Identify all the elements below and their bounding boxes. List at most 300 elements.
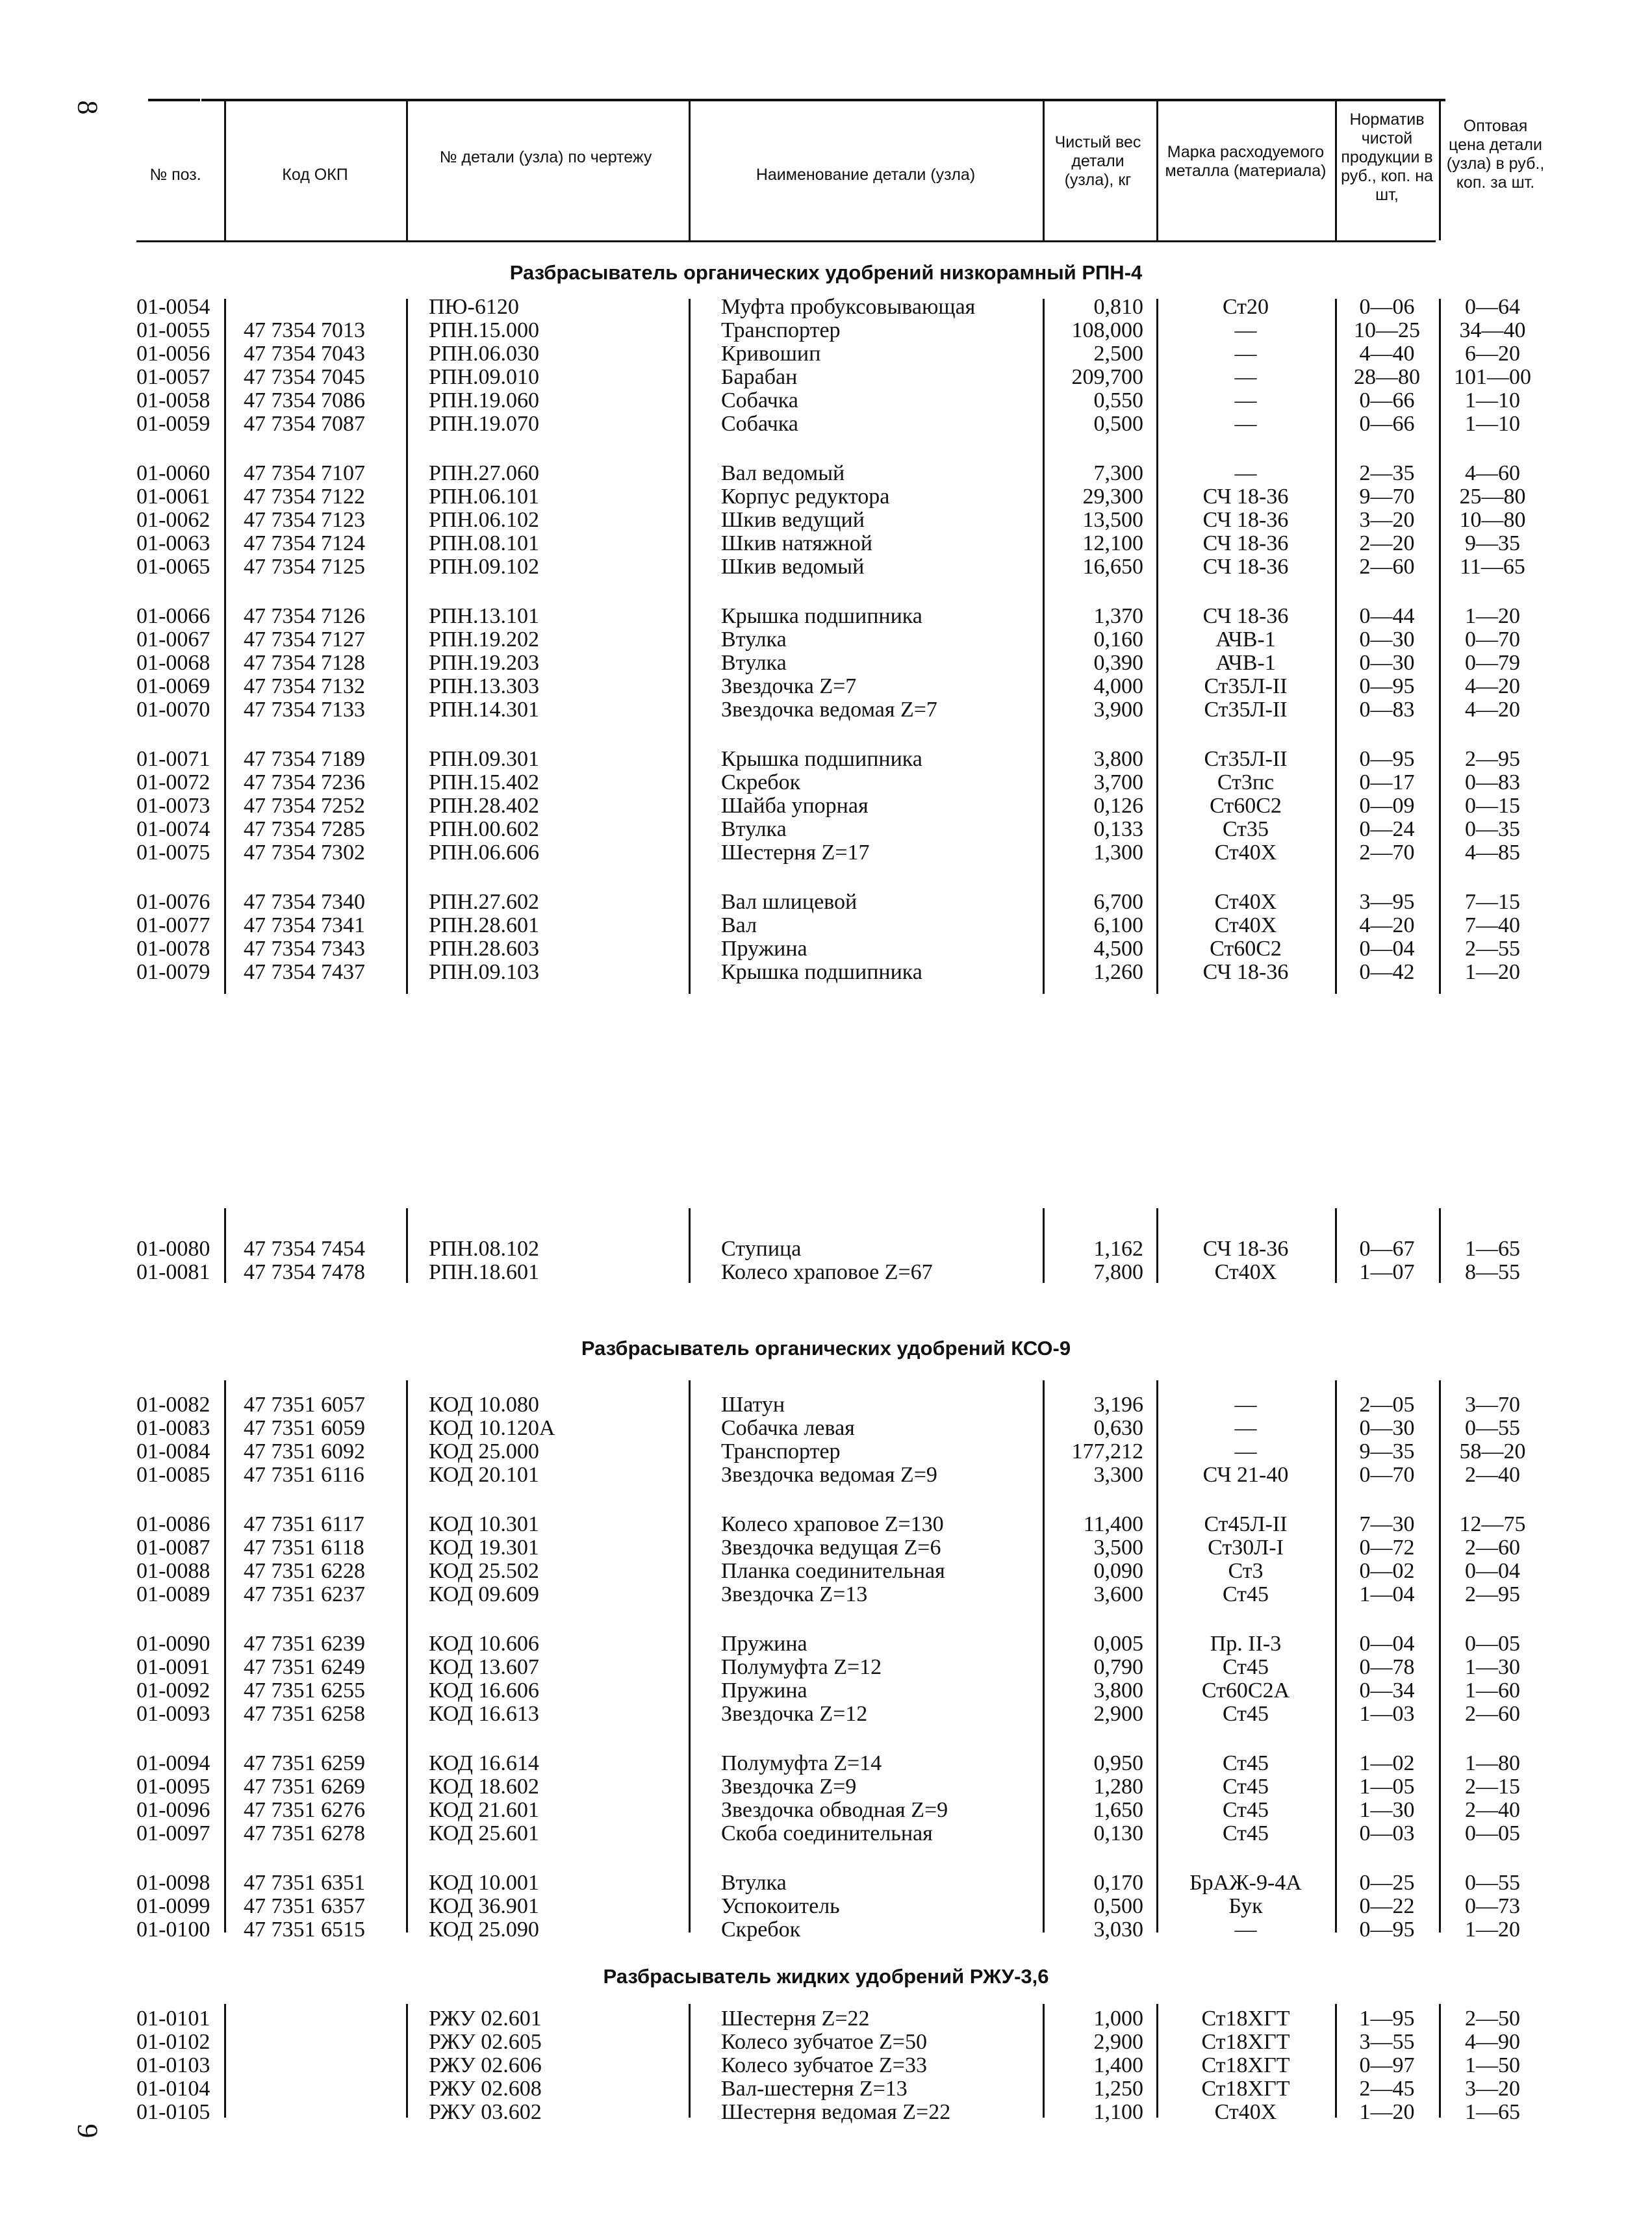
row-detail-number: РПН.28.402 (429, 794, 540, 818)
row-wholesale-price: 1—50 (1465, 2053, 1520, 2077)
row-norm: 3—95 (1359, 890, 1415, 914)
row-material: — (1234, 1393, 1257, 1417)
row-wholesale-price: 10—80 (1459, 508, 1526, 532)
row-material: Ст45 (1222, 1821, 1269, 1845)
row-net-weight: 1,650 (1093, 1798, 1143, 1822)
row-net-weight: 6,700 (1093, 890, 1143, 914)
row-okp-code: 47 7351 6237 (244, 1582, 365, 1606)
row-material: Ст20 (1222, 295, 1269, 319)
row-wholesale-price: 11—65 (1460, 555, 1525, 579)
table-row (0, 2077, 1652, 2101)
header-divider (1335, 101, 1337, 240)
row-wholesale-price: 2—95 (1465, 747, 1520, 771)
row-detail-number: КОД 25.090 (429, 1918, 539, 1942)
row-detail-number: КОД 10.301 (429, 1512, 539, 1536)
row-position: 01-0081 (136, 1260, 210, 1284)
row-okp-code: 47 7351 6269 (244, 1775, 365, 1799)
row-material: — (1234, 1439, 1257, 1463)
row-material: Ст45 (1222, 1798, 1269, 1822)
row-material: Ст60С2А (1201, 1679, 1290, 1703)
row-wholesale-price: 1—10 (1465, 388, 1520, 412)
row-position: 01-0065 (136, 555, 210, 579)
table-row (0, 389, 1652, 412)
row-norm: 0—34 (1359, 1679, 1415, 1703)
table-row (0, 1822, 1652, 1845)
table-row (0, 1463, 1652, 1487)
row-wholesale-price: 34—40 (1459, 318, 1526, 342)
row-detail-name: Пружина (721, 1632, 807, 1656)
header-divider (1439, 101, 1441, 240)
row-norm: 0—04 (1359, 1632, 1415, 1656)
row-wholesale-price: 2—55 (1465, 937, 1520, 961)
row-position: 01-0085 (136, 1463, 210, 1487)
row-detail-number: КОД 10.120А (429, 1416, 555, 1440)
row-detail-name: Собачка (721, 412, 798, 436)
row-net-weight: 0,133 (1093, 817, 1143, 841)
top-rule-short (148, 99, 200, 101)
row-norm: 0—02 (1359, 1559, 1415, 1583)
row-wholesale-price: 6—20 (1465, 342, 1520, 366)
row-position: 01-0068 (136, 651, 210, 675)
table-row (0, 296, 1652, 319)
table-row (0, 462, 1652, 485)
row-material: Ст18ХГТ (1201, 2077, 1290, 2101)
row-detail-number: РПН.19.203 (429, 651, 540, 675)
table-row (0, 532, 1652, 555)
row-position: 01-0086 (136, 1512, 210, 1536)
row-net-weight: 1,100 (1093, 2100, 1143, 2124)
row-wholesale-price: 7—15 (1465, 890, 1520, 914)
row-detail-name: Вал ведомый (721, 461, 845, 485)
row-norm: 0—66 (1359, 388, 1415, 412)
row-norm: 0—83 (1359, 698, 1415, 722)
table-row (0, 1632, 1652, 1656)
row-okp-code: 47 7351 6255 (244, 1679, 365, 1703)
row-net-weight: 2,900 (1093, 2030, 1143, 2054)
header-divider (224, 101, 226, 240)
row-position: 01-0054 (136, 295, 210, 319)
row-wholesale-price: 2—60 (1465, 1702, 1520, 1726)
row-material: СЧ 18-36 (1202, 1237, 1289, 1261)
row-detail-name: Вал шлицевой (721, 890, 858, 914)
row-detail-name: Планка соединительная (721, 1559, 945, 1583)
row-norm: 0—97 (1359, 2053, 1415, 2077)
table-row (0, 605, 1652, 628)
table-row (0, 748, 1652, 771)
row-position: 01-0069 (136, 674, 210, 698)
row-norm: 0—24 (1359, 817, 1415, 841)
row-net-weight: 0,130 (1093, 1821, 1143, 1845)
row-detail-number: РПН.19.202 (429, 627, 540, 652)
row-norm: 0—78 (1359, 1655, 1415, 1679)
table-row (0, 412, 1652, 436)
row-detail-name: Колесо зубчатое Z=50 (721, 2030, 927, 2054)
row-net-weight: 2,900 (1093, 1702, 1143, 1726)
row-material: Ст40Х (1214, 841, 1277, 865)
table-row (0, 1393, 1652, 1417)
page-number-top: 8 (71, 100, 104, 115)
row-wholesale-price: 1—20 (1465, 1918, 1520, 1942)
row-norm: 2—35 (1359, 461, 1415, 485)
row-material: Ст45 (1222, 1775, 1269, 1799)
table-row (0, 891, 1652, 914)
table-row (0, 771, 1652, 794)
row-detail-number: КОД 18.602 (429, 1775, 539, 1799)
row-material: Ст40Х (1214, 1260, 1277, 1284)
row-wholesale-price: 0—55 (1465, 1416, 1520, 1440)
table-row (0, 1703, 1652, 1726)
row-material: Ст3 (1228, 1559, 1264, 1583)
row-norm: 2—60 (1359, 555, 1415, 579)
row-net-weight: 3,800 (1093, 1679, 1143, 1703)
table-row (0, 366, 1652, 389)
row-norm: 0—25 (1359, 1871, 1415, 1895)
row-okp-code: 47 7351 6228 (244, 1559, 365, 1583)
row-wholesale-price: 0—04 (1465, 1559, 1520, 1583)
row-wholesale-price: 2—15 (1465, 1775, 1520, 1799)
table-row (0, 628, 1652, 652)
row-net-weight: 209,700 (1071, 365, 1143, 389)
row-position: 01-0090 (136, 1632, 210, 1656)
header-okp: Код ОКП (282, 166, 348, 184)
row-position: 01-0077 (136, 913, 210, 937)
row-norm: 0—06 (1359, 295, 1415, 319)
row-okp-code: 47 7354 7045 (244, 365, 365, 389)
row-position: 01-0082 (136, 1393, 210, 1417)
row-net-weight: 12,100 (1082, 531, 1143, 555)
row-position: 01-0092 (136, 1679, 210, 1703)
row-net-weight: 0,090 (1093, 1559, 1143, 1583)
row-material: Ст45Л-II (1204, 1512, 1288, 1536)
row-position: 01-0067 (136, 627, 210, 652)
row-position: 01-0104 (136, 2077, 210, 2101)
row-okp-code: 47 7354 7236 (244, 770, 365, 794)
row-net-weight: 3,800 (1093, 747, 1143, 771)
header-price: Оптовая цена детали (узла) в руб., коп. за шт. (1446, 117, 1545, 192)
row-okp-code: 47 7351 6057 (244, 1393, 365, 1417)
table-row (0, 2101, 1652, 2124)
row-position: 01-0083 (136, 1416, 210, 1440)
row-wholesale-price: 4—85 (1465, 841, 1520, 865)
row-norm: 0—42 (1359, 960, 1415, 984)
table-row (0, 1752, 1652, 1775)
row-detail-name: Шестерня Z=17 (721, 841, 870, 865)
row-wholesale-price: 0—70 (1465, 627, 1520, 652)
table-row (0, 794, 1652, 818)
table-row (0, 555, 1652, 579)
row-norm: 0—95 (1359, 674, 1415, 698)
row-net-weight: 13,500 (1082, 508, 1143, 532)
table-row (0, 818, 1652, 841)
row-position: 01-0098 (136, 1871, 210, 1895)
row-okp-code: 47 7354 7086 (244, 388, 365, 412)
row-wholesale-price: 1—65 (1465, 1237, 1520, 1261)
row-net-weight: 4,500 (1093, 937, 1143, 961)
row-detail-number: РПН.15.402 (429, 770, 540, 794)
row-detail-number: РПН.09.102 (429, 555, 540, 579)
section-title: Разбрасыватель органических удобрений КСО-9 (581, 1337, 1071, 1360)
row-norm: 28—80 (1354, 365, 1420, 389)
row-material: БрАЖ-9-4А (1189, 1871, 1302, 1895)
row-wholesale-price: 0—35 (1465, 817, 1520, 841)
row-position: 01-0061 (136, 485, 210, 509)
row-wholesale-price: 1—20 (1465, 604, 1520, 628)
row-wholesale-price: 8—55 (1465, 1260, 1520, 1284)
row-material: СЧ 18-36 (1202, 960, 1289, 984)
row-net-weight: 29,300 (1082, 485, 1143, 509)
header-bottom-rule (136, 240, 1436, 242)
row-position: 01-0062 (136, 508, 210, 532)
row-wholesale-price: 0—05 (1465, 1821, 1520, 1845)
row-material: Пр. II-3 (1210, 1632, 1282, 1656)
table-row (0, 1918, 1652, 1942)
row-norm: 0—70 (1359, 1463, 1415, 1487)
row-okp-code: 47 7351 6118 (244, 1536, 364, 1560)
row-material: СЧ 18-36 (1202, 508, 1289, 532)
row-norm: 2—70 (1359, 841, 1415, 865)
row-detail-name: Вал-шестерня Z=13 (721, 2077, 908, 2101)
row-net-weight: 6,100 (1093, 913, 1143, 937)
row-detail-number: РПН.19.070 (429, 412, 540, 436)
row-position: 01-0063 (136, 531, 210, 555)
row-okp-code: 47 7354 7454 (244, 1237, 365, 1261)
row-net-weight: 3,196 (1093, 1393, 1143, 1417)
row-okp-code: 47 7354 7341 (244, 913, 365, 937)
row-detail-number: КОД 09.609 (429, 1582, 539, 1606)
row-wholesale-price: 0—55 (1465, 1871, 1520, 1895)
row-okp-code: 47 7354 7189 (244, 747, 365, 771)
row-detail-name: Колесо храповое Z=67 (721, 1260, 933, 1284)
table-row (0, 937, 1652, 961)
table-row (0, 1513, 1652, 1536)
row-detail-number: КОД 25.502 (429, 1559, 539, 1583)
row-norm: 7—30 (1359, 1512, 1415, 1536)
row-material: Ст35Л-II (1204, 698, 1288, 722)
row-norm: 0—22 (1359, 1894, 1415, 1918)
row-detail-name: Пружина (721, 937, 807, 961)
row-position: 01-0094 (136, 1751, 210, 1775)
row-okp-code: 47 7354 7478 (244, 1260, 365, 1284)
table-row (0, 1799, 1652, 1822)
row-net-weight: 1,370 (1093, 604, 1143, 628)
row-detail-number: РПН.06.101 (429, 485, 540, 509)
row-okp-code: 47 7354 7302 (244, 841, 365, 865)
row-detail-name: Звездочка ведомая Z=7 (721, 698, 937, 722)
row-detail-number: РПН.00.602 (429, 817, 540, 841)
row-position: 01-0055 (136, 318, 210, 342)
row-material: Ст35Л-II (1204, 674, 1288, 698)
row-detail-name: Муфта пробуксовывающая (721, 295, 976, 319)
row-detail-number: РПН.09.103 (429, 960, 540, 984)
row-detail-number: РЖУ 02.608 (429, 2077, 542, 2101)
row-detail-name: Втулка (721, 651, 787, 675)
row-position: 01-0066 (136, 604, 210, 628)
row-wholesale-price: 1—65 (1465, 2100, 1520, 2124)
row-norm: 9—35 (1359, 1439, 1415, 1463)
row-norm: 1—20 (1359, 2100, 1415, 2124)
row-net-weight: 11,400 (1083, 1512, 1143, 1536)
row-wholesale-price: 3—70 (1465, 1393, 1520, 1417)
row-position: 01-0102 (136, 2030, 210, 2054)
row-wholesale-price: 0—79 (1465, 651, 1520, 675)
row-okp-code: 47 7354 7340 (244, 890, 365, 914)
row-position: 01-0056 (136, 342, 210, 366)
row-detail-number: РПН.28.603 (429, 937, 540, 961)
row-detail-name: Звездочка Z=7 (721, 674, 857, 698)
row-net-weight: 2,500 (1093, 342, 1143, 366)
row-detail-name: Шайба упорная (721, 794, 869, 818)
row-wholesale-price: 0—05 (1465, 1632, 1520, 1656)
row-position: 01-0089 (136, 1582, 210, 1606)
row-material: — (1234, 1416, 1257, 1440)
row-material: Ст30Л-I (1208, 1536, 1284, 1560)
row-material: СЧ 18-36 (1202, 555, 1289, 579)
row-okp-code: 47 7351 6092 (244, 1439, 365, 1463)
row-position: 01-0093 (136, 1702, 210, 1726)
row-position: 01-0060 (136, 461, 210, 485)
row-position: 01-0075 (136, 841, 210, 865)
row-net-weight: 0,950 (1093, 1751, 1143, 1775)
row-wholesale-price: 1—30 (1465, 1655, 1520, 1679)
row-detail-number: КОД 10.080 (429, 1393, 539, 1417)
header-weight: Чистый вес детали (узла), кг (1054, 133, 1141, 189)
row-net-weight: 7,800 (1093, 1260, 1143, 1284)
row-net-weight: 0,390 (1093, 651, 1143, 675)
table-row (0, 1895, 1652, 1918)
row-detail-number: КОД 19.301 (429, 1536, 539, 1560)
row-norm: 0—72 (1359, 1536, 1415, 1560)
header-material: Марка расходуемого металла (материала) (1165, 143, 1327, 180)
row-detail-name: Барабан (721, 365, 798, 389)
row-detail-name: Шатун (721, 1393, 785, 1417)
row-detail-name: Шкив ведомый (721, 555, 865, 579)
row-material: Ст18ХГТ (1201, 2053, 1290, 2077)
row-norm: 0—04 (1359, 937, 1415, 961)
row-detail-number: РПН.27.602 (429, 890, 540, 914)
row-position: 01-0103 (136, 2053, 210, 2077)
row-wholesale-price: 2—95 (1465, 1582, 1520, 1606)
section-title: Разбрасыватель органических удобрений низкорамный РПН-4 (509, 261, 1143, 284)
row-position: 01-0079 (136, 960, 210, 984)
row-wholesale-price: 2—40 (1465, 1463, 1520, 1487)
row-okp-code: 47 7354 7122 (244, 485, 365, 509)
row-detail-number: РПН.13.101 (429, 604, 540, 628)
header-divider (406, 101, 408, 240)
row-okp-code: 47 7351 6259 (244, 1751, 365, 1775)
row-net-weight: 1,000 (1093, 2007, 1143, 2031)
row-position: 01-0100 (136, 1918, 210, 1942)
row-detail-number: РПН.09.010 (429, 365, 540, 389)
row-detail-name: Пружина (721, 1679, 807, 1703)
row-net-weight: 0,550 (1093, 388, 1143, 412)
row-position: 01-0074 (136, 817, 210, 841)
row-net-weight: 0,170 (1093, 1871, 1143, 1895)
page-number-bottom: 9 (71, 2123, 104, 2138)
header-norm: Норматив чистой продукции в руб., коп. на шт, (1341, 110, 1433, 204)
row-net-weight: 3,700 (1093, 770, 1143, 794)
row-detail-number: КОД 16.606 (429, 1679, 539, 1703)
table-row (0, 675, 1652, 698)
row-wholesale-price: 2—50 (1465, 2007, 1520, 2031)
row-detail-name: Втулка (721, 627, 787, 652)
row-norm: 2—05 (1359, 1393, 1415, 1417)
header-divider (1043, 101, 1045, 240)
row-norm: 1—30 (1359, 1798, 1415, 1822)
row-okp-code: 47 7354 7343 (244, 937, 365, 961)
row-detail-name: Крышка подшипника (721, 604, 922, 628)
row-material: СЧ 18-36 (1202, 604, 1289, 628)
table-row (0, 652, 1652, 675)
row-detail-name: Шкив натяжной (721, 531, 872, 555)
row-material: Ст45 (1222, 1751, 1269, 1775)
row-detail-name: Скребок (721, 770, 801, 794)
table-row (0, 1261, 1652, 1284)
row-detail-number: КОД 13.607 (429, 1655, 539, 1679)
row-detail-name: Колесо зубчатое Z=33 (721, 2053, 927, 2077)
row-net-weight: 108,000 (1071, 318, 1143, 342)
row-wholesale-price: 3—20 (1465, 2077, 1520, 2101)
row-net-weight: 0,810 (1093, 295, 1143, 319)
row-okp-code: 47 7351 6357 (244, 1894, 365, 1918)
row-detail-name: Звездочка Z=13 (721, 1582, 868, 1606)
row-okp-code: 47 7351 6515 (244, 1918, 365, 1942)
row-norm: 0—44 (1359, 604, 1415, 628)
row-wholesale-price: 4—60 (1465, 461, 1520, 485)
row-net-weight: 1,300 (1093, 841, 1143, 865)
row-material: СЧ 18-36 (1202, 485, 1289, 509)
row-material: АЧВ-1 (1215, 627, 1276, 652)
row-detail-name: Шестерня ведомая Z=22 (721, 2100, 951, 2124)
row-wholesale-price: 9—35 (1465, 531, 1520, 555)
row-material: Ст40Х (1214, 913, 1277, 937)
row-okp-code: 47 7351 6278 (244, 1821, 365, 1845)
table-row (0, 1775, 1652, 1799)
row-material: СЧ 18-36 (1202, 531, 1289, 555)
table-row (0, 2054, 1652, 2077)
row-material: Ст45 (1222, 1655, 1269, 1679)
row-detail-number: РПН.19.060 (429, 388, 540, 412)
row-detail-number: КОД 10.001 (429, 1871, 539, 1895)
table-row (0, 1440, 1652, 1463)
row-norm: 2—20 (1359, 531, 1415, 555)
row-material: Ст60С2 (1210, 794, 1282, 818)
table-row (0, 319, 1652, 342)
table-row (0, 698, 1652, 722)
row-detail-name: Крышка подшипника (721, 960, 922, 984)
row-net-weight: 16,650 (1082, 555, 1143, 579)
row-net-weight: 3,500 (1093, 1536, 1143, 1560)
row-okp-code: 47 7351 6351 (244, 1871, 365, 1895)
row-detail-number: РПН.15.000 (429, 318, 540, 342)
row-detail-number: РПН.06.102 (429, 508, 540, 532)
table-row (0, 1536, 1652, 1560)
row-detail-number: РЖУ 02.605 (429, 2030, 542, 2054)
row-position: 01-0076 (136, 890, 210, 914)
row-detail-number: КОД 25.601 (429, 1821, 539, 1845)
row-norm: 1—04 (1359, 1582, 1415, 1606)
top-rule (201, 99, 1445, 101)
row-norm: 9—70 (1359, 485, 1415, 509)
table-row (0, 2007, 1652, 2031)
row-okp-code: 47 7354 7125 (244, 555, 365, 579)
row-detail-name: Скребок (721, 1918, 801, 1942)
row-net-weight: 1,260 (1093, 960, 1143, 984)
row-detail-number: РПН.14.301 (429, 698, 540, 722)
row-material: Ст45 (1222, 1702, 1269, 1726)
row-detail-number: КОД 16.613 (429, 1702, 539, 1726)
row-detail-number: РПН.13.303 (429, 674, 540, 698)
row-detail-number: ПЮ-6120 (429, 295, 519, 319)
